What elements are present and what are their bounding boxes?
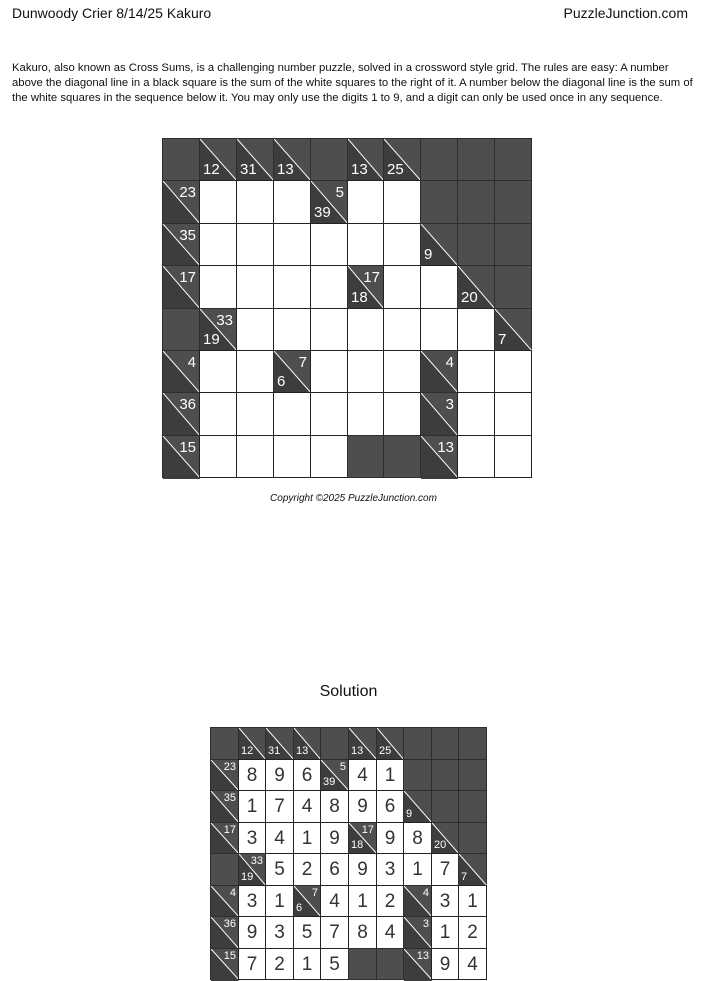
solution-white-cell bbox=[293, 822, 321, 854]
solution-white-cell bbox=[320, 822, 349, 854]
clue-across-sum: 36 bbox=[179, 396, 196, 413]
puzzle-clue-cell bbox=[273, 138, 311, 181]
clue-across-sum: 4 bbox=[445, 354, 454, 371]
solution-digit: 1 bbox=[301, 953, 313, 975]
solution-digit: 9 bbox=[384, 827, 396, 849]
solution-digit: 4 bbox=[274, 827, 285, 849]
solution-white-cell bbox=[348, 790, 377, 823]
solution-digit: 8 bbox=[412, 827, 423, 849]
puzzle-white-cell bbox=[236, 265, 274, 309]
clue-across-sum: 15 bbox=[179, 439, 196, 456]
puzzle-white-cell bbox=[310, 223, 348, 266]
puzzle-white-cell bbox=[273, 308, 311, 351]
solution-white-cell bbox=[458, 916, 487, 949]
solution-digit: 5 bbox=[301, 922, 313, 943]
puzzle-white-cell bbox=[273, 392, 311, 436]
clue-down-sum: 39 bbox=[314, 204, 331, 221]
solution-digit: 3 bbox=[274, 922, 285, 943]
puzzle-white-cell bbox=[273, 265, 311, 309]
puzzle-clue-cell bbox=[347, 265, 384, 309]
puzzle-white-cell bbox=[383, 392, 421, 436]
solution-white-cell bbox=[376, 822, 404, 854]
clue-across-sum: 5 bbox=[339, 761, 346, 773]
solution-black-cell bbox=[431, 759, 459, 791]
solution-digit: 9 bbox=[329, 827, 340, 849]
puzzle-clue-cell bbox=[162, 392, 200, 436]
solution-digit: 3 bbox=[246, 827, 258, 849]
header-title: Dunwoody Crier 8/14/25 Kakuro bbox=[12, 5, 212, 21]
solution-white-cell bbox=[458, 948, 487, 980]
solution-digit: 2 bbox=[467, 922, 478, 943]
solution-white-cell bbox=[293, 790, 321, 823]
puzzle-white-cell bbox=[236, 392, 274, 436]
solution-black-cell bbox=[458, 790, 487, 823]
solution-white-cell bbox=[265, 759, 294, 791]
puzzle-white-cell bbox=[383, 180, 421, 224]
solution-white-cell bbox=[376, 916, 404, 949]
solution-clue-cell bbox=[293, 727, 321, 760]
puzzle-black-cell bbox=[310, 138, 348, 181]
clue-across-sum: 7 bbox=[298, 354, 307, 371]
solution-digit: 6 bbox=[329, 859, 340, 880]
clue-across-sum: 3 bbox=[422, 918, 429, 930]
clue-across-sum: 4 bbox=[187, 354, 196, 371]
clue-down-sum: 13 bbox=[351, 161, 368, 178]
puzzle-clue-cell bbox=[383, 138, 421, 181]
clue-down-sum: 39 bbox=[323, 776, 336, 788]
puzzle-white-cell bbox=[273, 435, 311, 478]
solution-black-cell bbox=[376, 948, 404, 980]
solution-white-cell bbox=[238, 916, 266, 949]
puzzle-clue-cell bbox=[162, 223, 200, 266]
clue-down-sum: 18 bbox=[351, 839, 364, 851]
solution-digit: 5 bbox=[329, 953, 340, 975]
solution-white-cell bbox=[376, 790, 404, 823]
solution-clue-cell bbox=[293, 885, 321, 917]
puzzle-white-cell bbox=[457, 392, 495, 436]
puzzle-black-cell bbox=[494, 265, 532, 309]
solution-digit: 7 bbox=[246, 953, 258, 975]
solution-white-cell bbox=[348, 916, 377, 949]
solution-white-cell bbox=[431, 853, 459, 886]
clue-down-sum: 19 bbox=[241, 871, 254, 883]
solution-white-cell bbox=[238, 759, 266, 791]
puzzle-clue-cell bbox=[420, 392, 458, 436]
solution-black-cell bbox=[431, 727, 459, 760]
puzzle-white-cell bbox=[199, 350, 237, 393]
puzzle-grid bbox=[162, 138, 531, 477]
solution-white-cell bbox=[403, 822, 432, 854]
clue-across-sum: 33 bbox=[216, 312, 233, 329]
solution-black-cell bbox=[348, 948, 377, 980]
puzzle-black-cell bbox=[494, 138, 532, 181]
puzzle-clue-cell bbox=[199, 308, 237, 351]
solution-digit: 4 bbox=[467, 953, 478, 975]
clue-across-sum: 13 bbox=[416, 950, 429, 962]
puzzle-black-cell bbox=[162, 138, 200, 181]
solution-clue-cell bbox=[458, 853, 487, 886]
solution-white-cell bbox=[238, 948, 266, 980]
solution-digit: 3 bbox=[246, 890, 258, 912]
clue-down-sum: 18 bbox=[351, 289, 368, 306]
clue-down-sum: 6 bbox=[277, 373, 286, 390]
puzzle-white-cell bbox=[310, 308, 348, 351]
clue-down-sum: 7 bbox=[461, 871, 468, 883]
puzzle-white-cell bbox=[310, 350, 348, 393]
puzzle-white-cell bbox=[310, 392, 348, 436]
puzzle-white-cell bbox=[236, 308, 274, 351]
solution-black-cell bbox=[320, 727, 349, 760]
clue-down-sum: 7 bbox=[498, 331, 507, 348]
solution-digit: 7 bbox=[439, 859, 451, 880]
puzzle-black-cell bbox=[457, 223, 495, 266]
puzzle-white-cell bbox=[310, 265, 348, 309]
puzzle-black-cell bbox=[420, 180, 458, 224]
clue-down-sum: 9 bbox=[424, 246, 433, 263]
copyright-text: Copyright ©2025 PuzzleJunction.com bbox=[270, 493, 437, 504]
puzzle-white-cell bbox=[199, 265, 237, 309]
solution-black-cell bbox=[458, 822, 487, 854]
solution-clue-cell bbox=[210, 822, 239, 854]
solution-digit: 9 bbox=[357, 859, 368, 880]
clue-across-sum: 33 bbox=[250, 855, 263, 867]
solution-clue-cell bbox=[210, 916, 239, 949]
solution-white-cell bbox=[348, 759, 377, 791]
puzzle-white-cell bbox=[273, 223, 311, 266]
solution-grid bbox=[210, 727, 486, 979]
solution-white-cell bbox=[265, 790, 294, 823]
puzzle-clue-cell bbox=[494, 308, 532, 351]
puzzle-white-cell bbox=[199, 392, 237, 436]
solution-digit: 9 bbox=[246, 922, 258, 943]
solution-clue-cell bbox=[210, 790, 239, 823]
clue-down-sum: 20 bbox=[461, 289, 478, 306]
clue-down-sum: 13 bbox=[351, 745, 364, 757]
puzzle-white-cell bbox=[236, 435, 274, 478]
solution-white-cell bbox=[293, 948, 321, 980]
clue-across-sum: 17 bbox=[363, 269, 380, 286]
puzzle-clue-cell bbox=[310, 180, 348, 224]
solution-digit: 1 bbox=[439, 922, 451, 943]
solution-digit: 1 bbox=[384, 764, 396, 786]
solution-black-cell bbox=[210, 853, 239, 886]
solution-white-cell bbox=[265, 948, 294, 980]
solution-black-cell bbox=[431, 790, 459, 823]
solution-digit: 1 bbox=[301, 827, 313, 849]
solution-white-cell bbox=[348, 885, 377, 917]
solution-clue-cell bbox=[403, 948, 432, 980]
clue-across-sum: 17 bbox=[223, 824, 236, 836]
solution-digit: 5 bbox=[274, 859, 285, 880]
clue-down-sum: 25 bbox=[387, 161, 404, 178]
puzzle-clue-cell bbox=[162, 180, 200, 224]
puzzle-white-cell bbox=[236, 180, 274, 224]
clue-across-sum: 17 bbox=[179, 269, 196, 286]
puzzle-white-cell bbox=[199, 435, 237, 478]
clue-across-sum: 5 bbox=[335, 184, 344, 201]
solution-white-cell bbox=[320, 948, 349, 980]
clue-across-sum: 13 bbox=[437, 439, 454, 456]
clue-down-sum: 25 bbox=[379, 745, 392, 757]
solution-clue-cell bbox=[238, 853, 266, 886]
solution-digit: 4 bbox=[357, 764, 368, 786]
solution-black-cell bbox=[210, 727, 239, 760]
solution-digit: 4 bbox=[384, 922, 396, 943]
solution-clue-cell bbox=[210, 885, 239, 917]
puzzle-white-cell bbox=[383, 265, 421, 309]
puzzle-black-cell bbox=[457, 138, 495, 181]
solution-clue-cell bbox=[431, 822, 459, 854]
clue-across-sum: 15 bbox=[223, 950, 236, 962]
puzzle-clue-cell bbox=[420, 435, 458, 478]
clue-down-sum: 6 bbox=[296, 902, 303, 914]
solution-clue-cell bbox=[210, 948, 239, 980]
puzzle-white-cell bbox=[383, 308, 421, 351]
solution-clue-cell bbox=[348, 727, 377, 760]
solution-white-cell bbox=[403, 853, 432, 886]
clue-down-sum: 31 bbox=[268, 745, 281, 757]
clue-down-sum: 9 bbox=[406, 808, 413, 820]
solution-digit: 7 bbox=[329, 922, 340, 943]
solution-digit: 4 bbox=[301, 796, 313, 817]
solution-white-cell bbox=[458, 885, 487, 917]
solution-digit: 1 bbox=[412, 859, 423, 880]
solution-white-cell bbox=[265, 885, 294, 917]
puzzle-white-cell bbox=[310, 435, 348, 478]
solution-black-cell bbox=[403, 727, 432, 760]
puzzle-white-cell bbox=[236, 350, 274, 393]
solution-white-cell bbox=[265, 853, 294, 886]
header-site: PuzzleJunction.com bbox=[563, 5, 688, 21]
clue-down-sum: 19 bbox=[203, 331, 220, 348]
solution-title: Solution bbox=[319, 683, 378, 700]
puzzle-black-cell bbox=[383, 435, 421, 478]
solution-white-cell bbox=[265, 916, 294, 949]
solution-digit: 3 bbox=[384, 859, 396, 880]
solution-digit: 1 bbox=[274, 890, 285, 912]
puzzle-black-cell bbox=[347, 435, 384, 478]
solution-digit: 2 bbox=[301, 859, 313, 880]
clue-across-sum: 17 bbox=[361, 824, 374, 836]
clue-down-sum: 20 bbox=[434, 839, 447, 851]
puzzle-clue-cell bbox=[162, 350, 200, 393]
puzzle-white-cell bbox=[420, 308, 458, 351]
solution-clue-cell bbox=[403, 885, 432, 917]
clue-down-sum: 13 bbox=[277, 161, 294, 178]
clue-across-sum: 7 bbox=[311, 887, 318, 899]
clue-across-sum: 4 bbox=[229, 887, 236, 899]
solution-black-cell bbox=[458, 727, 487, 760]
solution-digit: 2 bbox=[384, 890, 396, 912]
clue-down-sum: 31 bbox=[240, 161, 257, 178]
solution-white-cell bbox=[431, 948, 459, 980]
clue-across-sum: 35 bbox=[179, 227, 196, 244]
solution-digit: 6 bbox=[384, 796, 396, 817]
puzzle-clue-cell bbox=[420, 350, 458, 393]
solution-black-cell bbox=[458, 759, 487, 791]
puzzle-white-cell bbox=[347, 350, 384, 393]
solution-black-cell bbox=[403, 759, 432, 791]
clue-down-sum: 12 bbox=[241, 745, 254, 757]
puzzle-white-cell bbox=[383, 350, 421, 393]
solution-white-cell bbox=[376, 853, 404, 886]
clue-across-sum: 35 bbox=[223, 792, 236, 804]
puzzle-white-cell bbox=[347, 223, 384, 266]
solution-white-cell bbox=[376, 759, 404, 791]
clue-across-sum: 3 bbox=[445, 396, 454, 413]
puzzle-white-cell bbox=[383, 223, 421, 266]
puzzle-white-cell bbox=[199, 180, 237, 224]
solution-digit: 4 bbox=[329, 890, 340, 912]
solution-white-cell bbox=[320, 916, 349, 949]
clue-across-sum: 23 bbox=[179, 184, 196, 201]
solution-clue-cell bbox=[210, 759, 239, 791]
solution-digit: 9 bbox=[439, 953, 451, 975]
solution-white-cell bbox=[431, 885, 459, 917]
puzzle-white-cell bbox=[457, 350, 495, 393]
clue-down-sum: 12 bbox=[203, 161, 220, 178]
puzzle-black-cell bbox=[494, 223, 532, 266]
solution-white-cell bbox=[293, 759, 321, 791]
solution-clue-cell bbox=[265, 727, 294, 760]
puzzle-clue-cell bbox=[420, 223, 458, 266]
solution-white-cell bbox=[376, 885, 404, 917]
solution-digit: 1 bbox=[357, 890, 368, 912]
solution-white-cell bbox=[320, 790, 349, 823]
puzzle-clue-cell bbox=[162, 265, 200, 309]
solution-digit: 8 bbox=[357, 922, 368, 943]
solution-white-cell bbox=[320, 853, 349, 886]
puzzle-clue-cell bbox=[236, 138, 274, 181]
instructions-text: Kakuro, also known as Cross Sums, is a challenging number puzzle, solved in a crossword style grid. The rules are easy: A number above the diagonal line in a black square is the sum of the white squares to the right of it. A number below the diagonal line is the sum of the white squares in the sequence below it. You may only use the digits 1 to 9, and a digit can only be used once in any sequence. bbox=[12, 62, 693, 104]
solution-white-cell bbox=[293, 853, 321, 886]
puzzle-black-cell bbox=[162, 308, 200, 351]
solution-white-cell bbox=[293, 916, 321, 949]
puzzle-black-cell bbox=[420, 138, 458, 181]
solution-digit: 8 bbox=[246, 764, 258, 786]
solution-digit: 9 bbox=[274, 764, 285, 786]
puzzle-clue-cell bbox=[347, 138, 384, 181]
solution-white-cell bbox=[320, 885, 349, 917]
puzzle-white-cell bbox=[457, 435, 495, 478]
solution-white-cell bbox=[265, 822, 294, 854]
solution-digit: 9 bbox=[357, 796, 368, 817]
solution-white-cell bbox=[348, 853, 377, 886]
solution-clue-cell bbox=[403, 790, 432, 823]
solution-clue-cell bbox=[376, 727, 404, 760]
puzzle-white-cell bbox=[347, 392, 384, 436]
puzzle-clue-cell bbox=[199, 138, 237, 181]
solution-digit: 7 bbox=[274, 796, 285, 817]
solution-white-cell bbox=[238, 822, 266, 854]
clue-down-sum: 13 bbox=[296, 745, 309, 757]
solution-clue-cell bbox=[348, 822, 377, 854]
puzzle-white-cell bbox=[347, 180, 384, 224]
puzzle-white-cell bbox=[199, 223, 237, 266]
puzzle-clue-cell bbox=[457, 265, 495, 309]
solution-digit: 2 bbox=[274, 953, 285, 975]
puzzle-white-cell bbox=[494, 392, 532, 436]
clue-across-sum: 23 bbox=[223, 761, 236, 773]
solution-digit: 6 bbox=[301, 764, 313, 786]
puzzle-white-cell bbox=[457, 308, 495, 351]
solution-white-cell bbox=[238, 790, 266, 823]
puzzle-clue-cell bbox=[273, 350, 311, 393]
puzzle-white-cell bbox=[494, 350, 532, 393]
solution-digit: 1 bbox=[467, 890, 478, 912]
puzzle-black-cell bbox=[457, 180, 495, 224]
puzzle-clue-cell bbox=[162, 435, 200, 478]
solution-white-cell bbox=[431, 916, 459, 949]
puzzle-white-cell bbox=[420, 265, 458, 309]
solution-digit: 1 bbox=[246, 796, 258, 817]
puzzle-black-cell bbox=[494, 180, 532, 224]
puzzle-white-cell bbox=[236, 223, 274, 266]
puzzle-white-cell bbox=[494, 435, 532, 478]
solution-digit: 3 bbox=[439, 890, 451, 912]
clue-across-sum: 36 bbox=[223, 918, 236, 930]
solution-digit: 8 bbox=[329, 796, 340, 817]
solution-clue-cell bbox=[403, 916, 432, 949]
clue-across-sum: 4 bbox=[422, 887, 429, 899]
puzzle-white-cell bbox=[273, 180, 311, 224]
solution-clue-cell bbox=[320, 759, 349, 791]
puzzle-white-cell bbox=[347, 308, 384, 351]
solution-clue-cell bbox=[238, 727, 266, 760]
solution-white-cell bbox=[238, 885, 266, 917]
